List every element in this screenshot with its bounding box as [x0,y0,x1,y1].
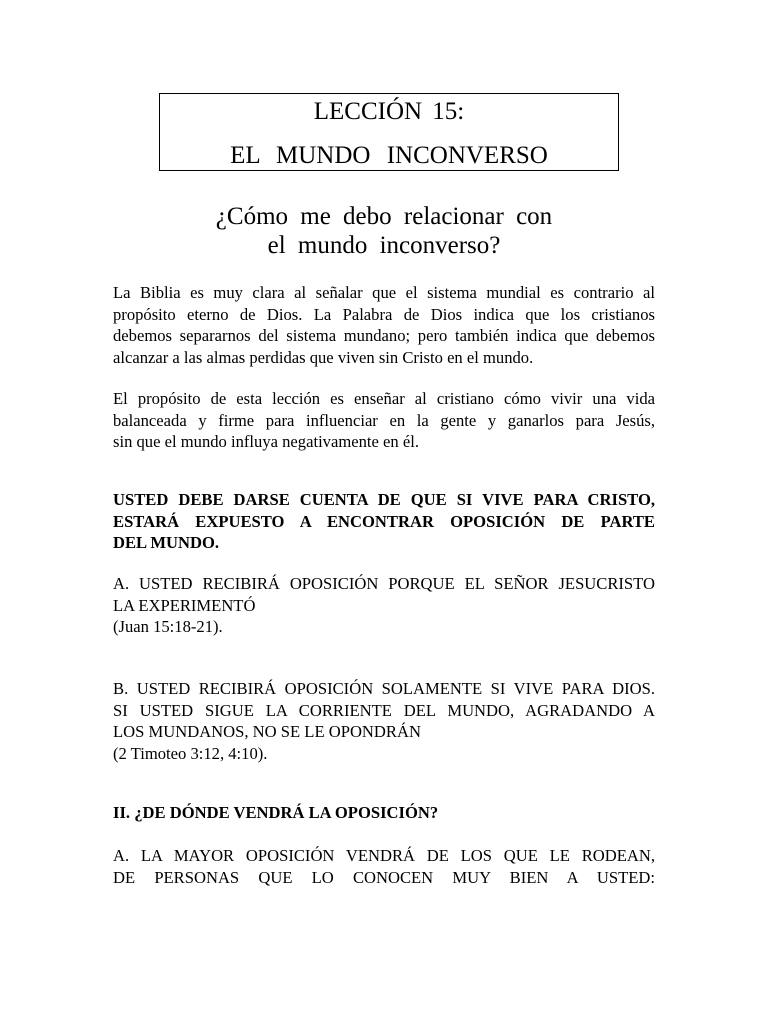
lesson-question [100,202,668,260]
section-1-point-b [113,678,655,764]
section-1-heading-line: ESTARÁ EXPUESTO A ENCONTRAR OPOSICIÓN DE PARTE [113,511,655,531]
purpose-line: El propósito de esta lección es enseñar al cristiano cómo vivir una vida [113,389,655,408]
point-b-line: SI USTED SIGUE LA CORRIENTE DEL MUNDO, AGRADANDO A [113,700,655,720]
question-line-2: el mundo inconverso? [267,232,501,259]
section-2-heading [113,802,655,824]
purpose-paragraph [113,388,655,453]
section-1-heading-line: USTED DEBE DARSE CUENTA DE QUE SI VIVE PARA CRISTO, [113,490,655,509]
section-2-point-a-line: A. LA MAYOR OPOSICIÓN VENDRÁ DE LOS QUE LE RODEAN, [113,846,655,865]
point-a-line: LA EXPERIMENTÓ [113,595,256,615]
purpose-line: balanceada y firme para influenciar en la gente y ganarlos para Jesús, [113,410,655,430]
point-a-line: A. USTED RECIBIRÁ OPOSICIÓN PORQUE EL SEÑOR JESUCRISTO [113,574,655,593]
section-2-point-a-line: DE PERSONAS QUE LO CONOCEN MUY BIEN A USTED: [113,867,655,887]
lesson-number: LECCIÓN 15: [313,98,465,125]
section-1-point-a [113,573,655,638]
intro-line: propósito eterno de Dios. La Palabra de Dios indica que los cristianos [113,304,655,324]
purpose-line: sin que el mundo influya negativamente en él. [113,432,419,451]
point-b-line: LOS MUNDANOS, NO SE LE OPONDRÁN [113,722,421,741]
question-line-1: ¿Cómo me debo relacionar con [215,203,553,230]
lesson-title: EL MUNDO INCONVERSO [230,142,548,169]
point-b-reference: (2 Timoteo 3:12, 4:10). [113,743,268,763]
section-1-heading [113,489,655,554]
intro-line: La Biblia es muy clara al señalar que el sistema mundial es contrario al [113,283,655,302]
intro-line: alcanzar a las almas perdidas que viven sin Cristo en el mundo. [113,347,534,367]
intro-line: debemos separarnos del sistema mundano; pero también indica que debemos [113,326,655,345]
point-b-line: B. USTED RECIBIRÁ OPOSICIÓN SOLAMENTE SI VIVE PARA DIOS. [113,679,655,698]
lesson-title-box [159,93,619,171]
section-1-heading-line: DEL MUNDO. [113,533,220,552]
point-a-reference: (Juan 15:18-21). [113,617,223,636]
section-2-heading-line: II. ¿DE DÓNDE VENDRÁ LA OPOSICIÓN? [113,803,439,822]
intro-paragraph [113,282,655,368]
section-2-point-a [113,845,655,888]
